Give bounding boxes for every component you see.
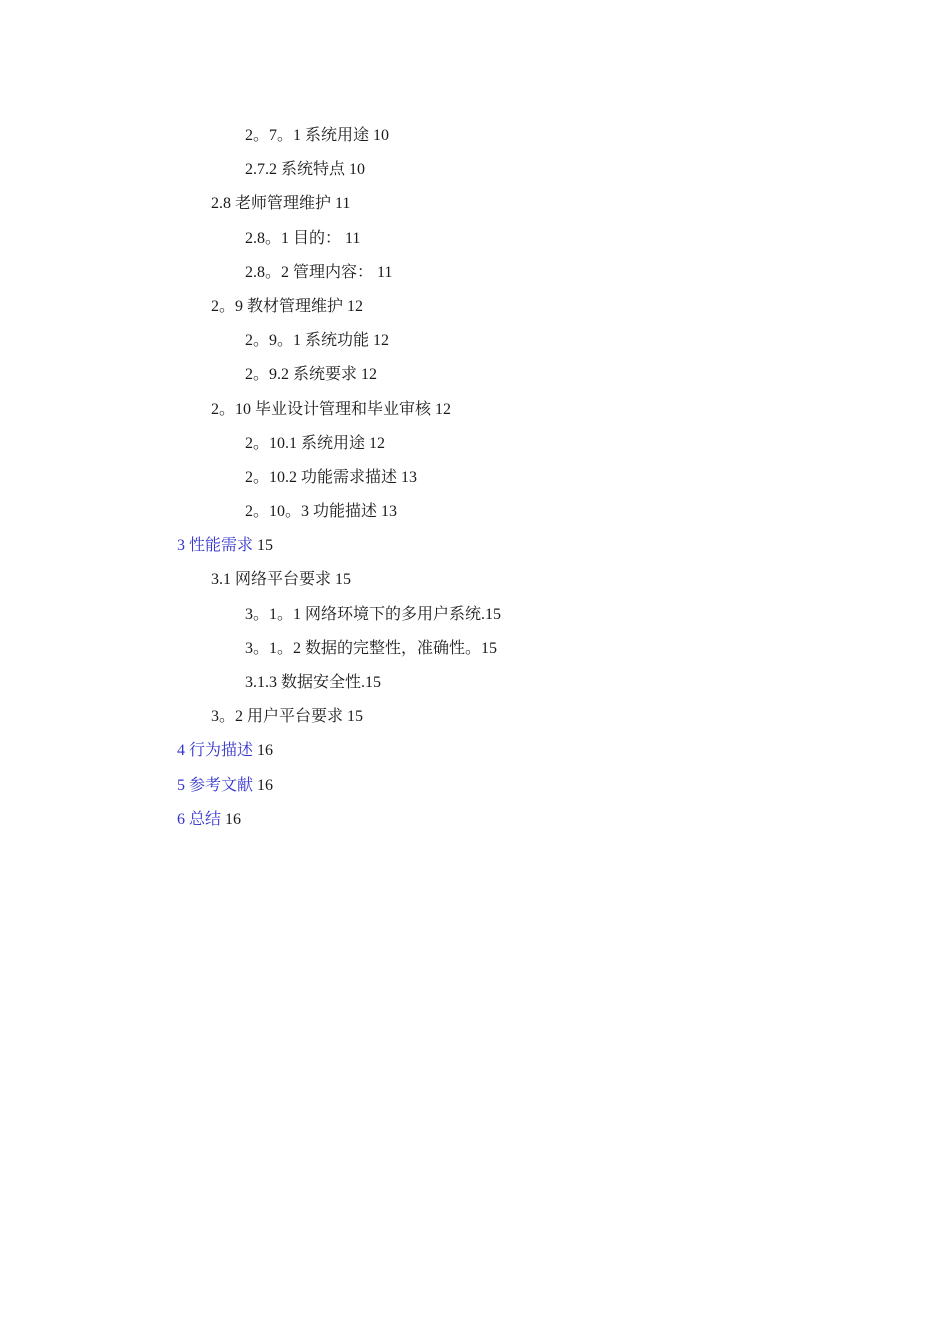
toc-entry [0, 568, 950, 602]
toc-page-number: 11 [335, 195, 351, 213]
toc-entry [0, 398, 950, 432]
table-of-contents [0, 124, 950, 842]
toc-entry-title: 2。10。3 功能描述 [245, 503, 378, 521]
toc-entry [0, 329, 950, 363]
toc-page-number: 12 [361, 366, 378, 384]
toc-entry-title: 2.8。2 管理内容： [245, 263, 374, 281]
toc-entry [0, 158, 950, 192]
toc-page-number: 15 [347, 708, 364, 726]
toc-entry [0, 363, 950, 397]
toc-page-number: 15 [365, 674, 382, 691]
toc-entry[interactable] [0, 739, 950, 773]
toc-entry [0, 466, 950, 500]
toc-entry-title: 3.1 网络平台要求 [211, 571, 332, 589]
toc-entry-title: 2.7.2 系统特点 [245, 161, 346, 179]
toc-page-number: 15 [335, 571, 352, 589]
toc-link[interactable]: 4 行为描述 [177, 742, 254, 760]
toc-entry-title: 2。9 教材管理维护 [211, 297, 344, 315]
toc-entry-title: 2。10.2 功能需求描述 [245, 468, 398, 486]
toc-page-number: 12 [347, 297, 364, 315]
toc-page-number: 16 [257, 776, 274, 794]
toc-entry [0, 671, 950, 705]
toc-entry [0, 705, 950, 739]
toc-entry-title: 2。9。1 系统功能 [245, 332, 370, 350]
toc-page-number: 16 [225, 810, 242, 828]
toc-entry [0, 603, 950, 637]
toc-entry-title: 2。10.1 系统用途 [245, 434, 366, 452]
toc-entry-title: 3。1。1 网络环境下的多用户系统. [245, 605, 486, 623]
toc-page-number: 15 [481, 639, 498, 657]
toc-page-number: 10 [349, 161, 366, 179]
toc-entry-title: 2.8 老师管理维护 [211, 195, 332, 213]
toc-page-number: 15 [485, 605, 502, 623]
toc-entry[interactable] [0, 534, 950, 568]
toc-entry [0, 261, 950, 295]
toc-entry-title: 2。10 毕业设计管理和毕业审核 [211, 400, 432, 418]
toc-entry [0, 192, 950, 226]
toc-entry [0, 124, 950, 158]
toc-page-number: 13 [381, 503, 398, 521]
toc-link[interactable]: 5 参考文献 [177, 776, 254, 794]
toc-page-number: 12 [369, 434, 386, 452]
toc-page-number: 12 [373, 332, 390, 350]
toc-entry [0, 227, 950, 261]
toc-entry-title: 2。9.2 系统要求 [245, 366, 358, 384]
toc-entry [0, 637, 950, 671]
toc-entry-title: 2。7。1 系统用途 [245, 127, 370, 144]
toc-page-number: 16 [257, 742, 274, 760]
toc-page-number: 10 [373, 127, 390, 144]
toc-page-number: 13 [401, 468, 418, 486]
toc-page-number: 12 [435, 400, 452, 418]
toc-link[interactable]: 6 总结 [177, 810, 222, 828]
toc-entry[interactable] [0, 808, 950, 842]
toc-entry-title: 2.8。1 目的： [245, 229, 342, 247]
toc-entry [0, 295, 950, 329]
toc-entry-title: 3。1。2 数据的完整性，准确性。 [245, 639, 482, 657]
toc-entry [0, 500, 950, 534]
toc-page-number: 11 [377, 263, 393, 281]
toc-page-number: 15 [257, 537, 274, 555]
toc-page-number: 11 [345, 229, 361, 247]
toc-entry-title: 3.1.3 数据安全性. [245, 674, 366, 691]
toc-entry-title: 3。2 用户平台要求 [211, 708, 344, 726]
toc-entry [0, 432, 950, 466]
toc-entry[interactable] [0, 774, 950, 808]
toc-link[interactable]: 3 性能需求 [177, 537, 254, 555]
